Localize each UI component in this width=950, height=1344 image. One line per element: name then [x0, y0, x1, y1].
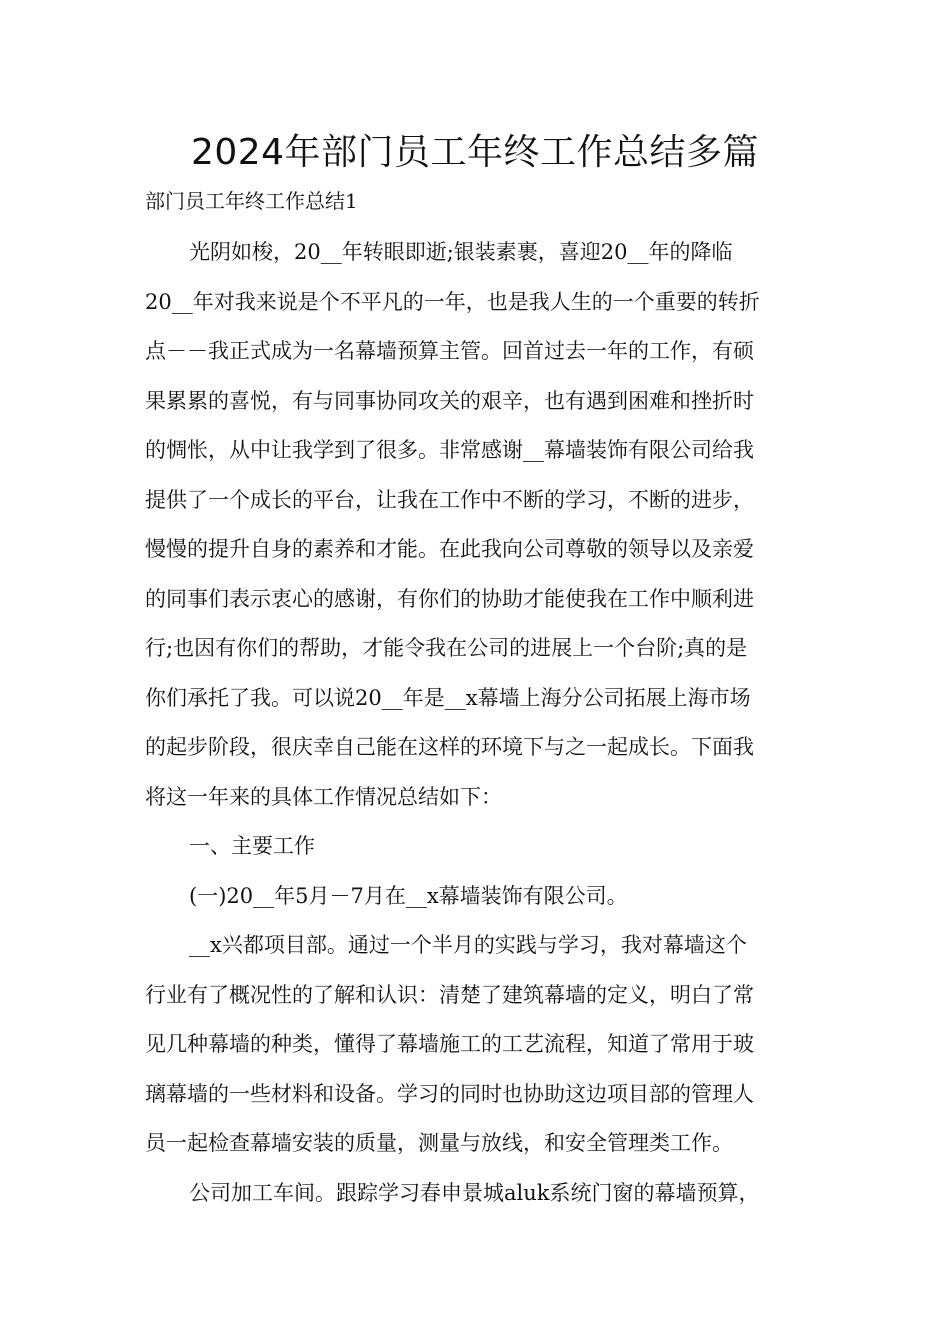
text-line: 的惆怅，从中让我学到了很多。非常感谢__幕墙装饰有限公司给我 [145, 438, 754, 462]
text-line: 慢慢的提升自身的素养和才能。在此我向公司尊敬的领导以及亲爱 [145, 537, 754, 561]
text-line: 点－－我正式成为一名幕墙预算主管。回首过去一年的工作，有硕 [145, 339, 754, 363]
text-line: 提供了一个成长的平台，让我在工作中不断的学习，不断的进步， [145, 487, 754, 512]
text-line: 行业有了概况性的了解和认识：清楚了建筑幕墙的定义，明白了常 [145, 982, 754, 1007]
text-line: 20__年对我来说是个不平凡的一年，也是我人生的一个重要的转折 [145, 289, 760, 314]
section-heading: 部门员工年终工作总结1 [145, 189, 358, 213]
text-line: 员一起检查幕墙安装的质量，测量与放线，和安全管理类工作。 [145, 1131, 733, 1155]
text-line: (一)20__年5月－7月在__x幕墙装饰有限公司。 [189, 883, 628, 908]
text-line: 光阴如梭，20__年转眼即逝;银装素裹，喜迎20__年的降临 [189, 240, 733, 264]
text-line: 果累累的喜悦，有与同事协同攻关的艰辛，也有遇到困难和挫折时 [145, 388, 754, 413]
body-text [145, 228, 805, 1218]
text-line: 公司加工车间。跟踪学习春申景城aluk系统门窗的幕墙预算， [189, 1180, 760, 1205]
document-title: 2024年部门员工年终工作总结多篇 [190, 132, 760, 173]
text-line: 的同事们表示衷心的感谢，有你们的协助才能使我在工作中顺利进 [145, 586, 754, 611]
text-line: 你们承托了我。可以说20__年是__x幕墙上海分公司拓展上海市场 [145, 685, 751, 710]
text-line: 将这一年来的具体工作情况总结如下： [145, 784, 502, 809]
text-line: 一、主要工作 [189, 834, 315, 858]
text-line: 行;也因有你们的帮助，才能令我在公司的进展上一个台阶;真的是 [145, 636, 748, 660]
text-line: 见几种幕墙的种类，懂得了幕墙施工的工艺流程，知道了常用于玻 [145, 1032, 754, 1056]
text-line: 璃幕墙的一些材料和设备。学习的同时也协助这边项目部的管理人 [145, 1081, 754, 1106]
text-line: __x兴都项目部。通过一个半月的实践与学习，我对幕墙这个 [189, 933, 747, 957]
text-line: 的起步阶段，很庆幸自己能在这样的环境下与之一起成长。下面我 [145, 735, 754, 759]
